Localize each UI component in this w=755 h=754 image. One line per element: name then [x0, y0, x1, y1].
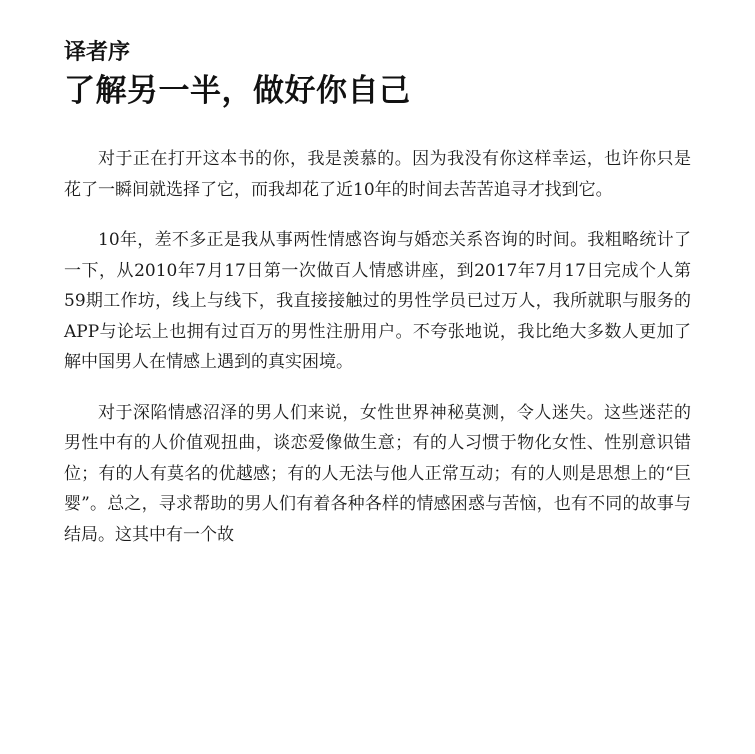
body-text	[64, 144, 691, 550]
paragraph-3: 对于深陷情感沼泽的男人们来说，女性世界神秘莫测，令人迷失。这些迷茫的男性中有的人价值观扭曲，谈恋爱像做生意；有的人习惯于物化女性、性别意识错位；有的人有莫名的优越感；有的人无法与他人正常互动；有的人则是思想上的“巨婴”。总之，寻求帮助的男人们有着各种各样的情感困惑与苦恼，也有不同的故事与结局。这其中有一个故	[64, 402, 691, 545]
book-page	[64, 38, 691, 570]
paragraph-2: 10年，差不多正是我从事两性情感咨询与婚恋关系咨询的时间。我粗略统计了一下，从2010年7月17日第一次做百人情感讲座，到2017年7月17日完成个人第59期工作坊，线上与线下，我直接接触过的男性学员已过万人，我所就职与服务的APP与论坛上也拥有过百万的男性注册用户。不夸张地说，我比绝大多数人更加了解中国男人在情感上遇到的真实困境。	[64, 230, 691, 372]
section-kicker: 译者序	[64, 40, 131, 65]
paragraph-1: 对于正在打开这本书的你，我是羡慕的。因为我没有你这样幸运，也许你只是花了一瞬间就选择了它，而我却花了近10年的时间去苦苦追寻才找到它。	[64, 149, 691, 200]
chapter-title: 了解另一半，做好你自己	[64, 73, 411, 109]
